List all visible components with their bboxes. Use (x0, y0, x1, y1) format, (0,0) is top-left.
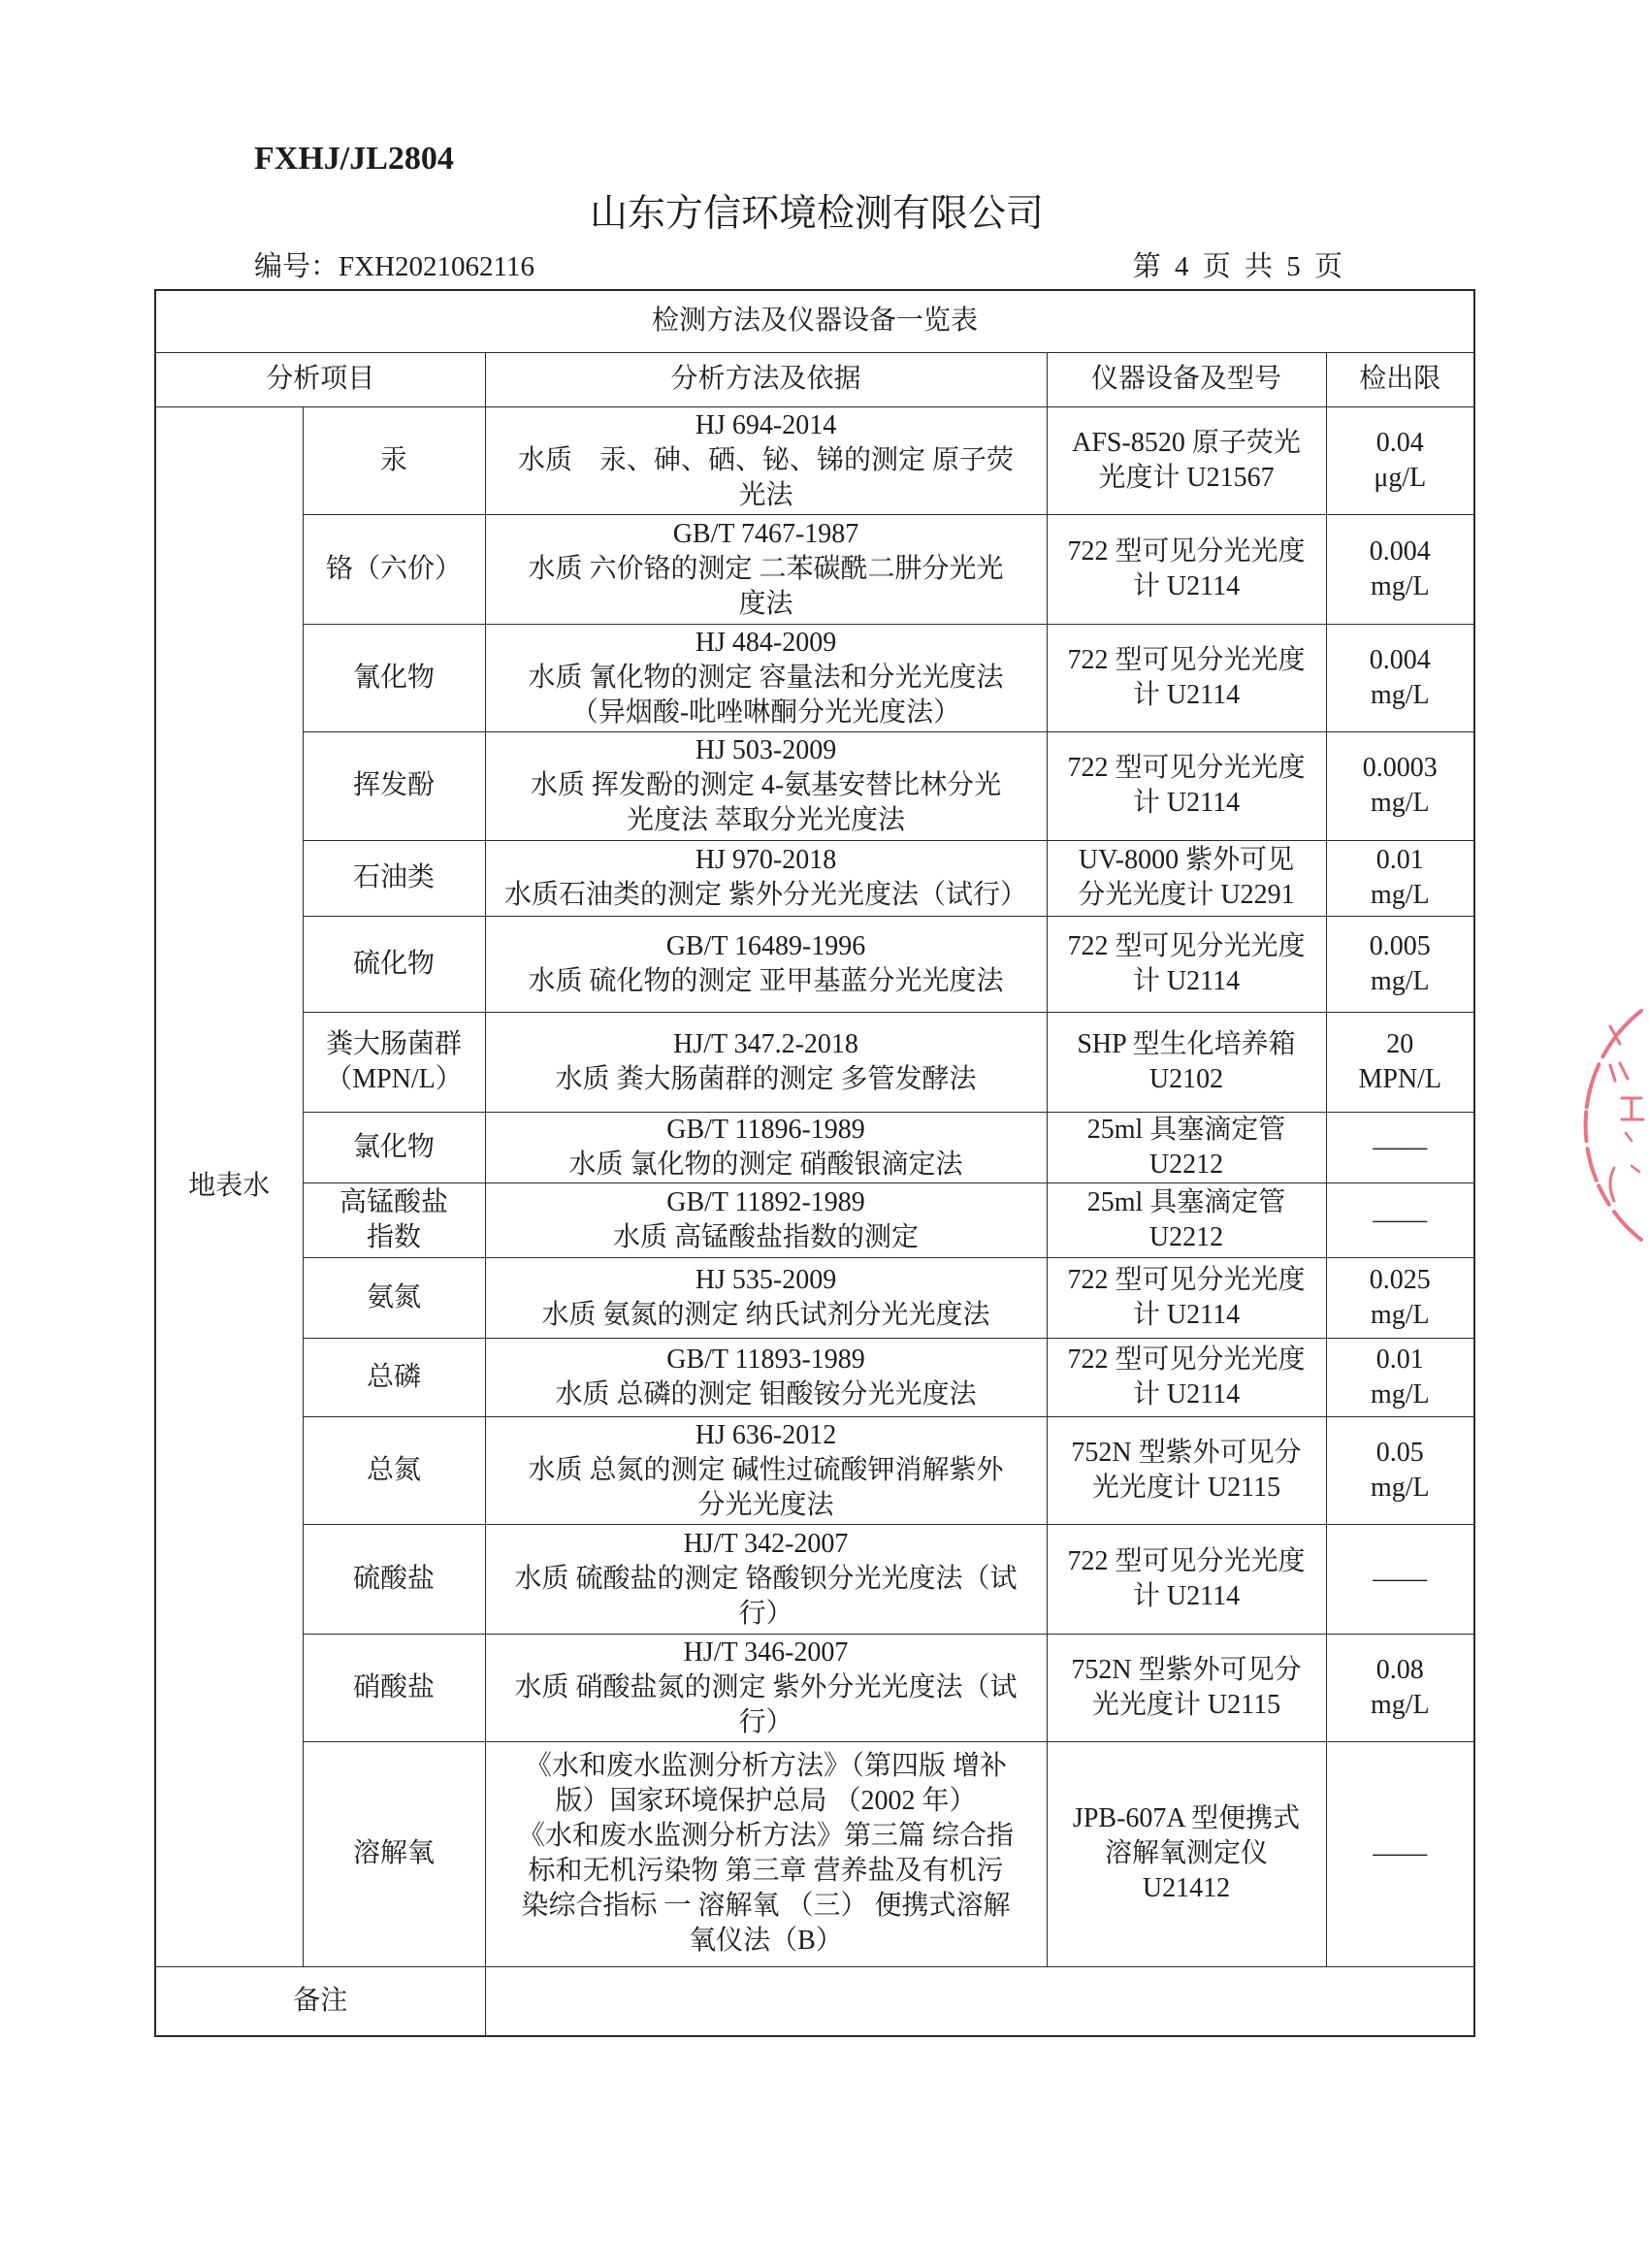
limit-line: mg/L (1370, 1299, 1430, 1330)
limit-line: mg/L (1370, 679, 1430, 710)
table-row (155, 624, 1474, 731)
seal-stamp-fragment (1581, 1005, 1649, 1247)
method-cell (485, 1634, 1047, 1741)
method-line: 光法 (738, 479, 793, 510)
instrument-line: AFS-8520 原子荧光 (1072, 427, 1301, 458)
method-cell (485, 514, 1047, 624)
instrument-line: 25ml 具塞滴定管 (1086, 1114, 1286, 1145)
limit-line: mg/L (1370, 965, 1430, 996)
limit-cell (1326, 731, 1474, 840)
limit-line: 0.005 (1369, 930, 1431, 961)
limit-cell (1326, 1112, 1474, 1183)
limit-line: mg/L (1370, 1378, 1430, 1409)
method-line: 水质 高锰酸盐指数的测定 (612, 1221, 919, 1252)
limit-line: mg/L (1370, 788, 1430, 818)
header-limit: 检出限 (1326, 352, 1474, 406)
instrument-cell (1047, 1741, 1326, 1966)
limit-line: 0.05 (1375, 1437, 1424, 1468)
instrument-line: UV-8000 紫外可见 (1078, 845, 1295, 875)
method-line: 水质 硫酸盐的测定 铬酸钡分光光度法（试 (514, 1563, 1018, 1594)
table-title-row (155, 290, 1474, 352)
method-line: 光度法 萃取分光光度法 (626, 805, 905, 835)
method-line: 标和无机污染物 第三章 营养盐及有机污 (528, 1856, 1004, 1886)
limit-line: MPN/L (1358, 1063, 1442, 1094)
method-line: 水质 汞、砷、硒、铋、锑的测定 原子荧 (517, 444, 1014, 475)
method-line: 水质 挥发酚的测定 4-氨基安替比林分光 (530, 770, 1002, 800)
item-cell (303, 1012, 485, 1112)
limit-line: mg/L (1370, 1689, 1430, 1720)
instrument-line: 722 型可见分光光度 (1067, 535, 1306, 567)
method-line: 染综合指标 一 溶解氧 （三） 便携式溶解 (521, 1891, 1011, 1921)
item-line: 总氮 (366, 1454, 421, 1485)
method-line: 水质 总磷的测定 钼酸铵分光光度法 (555, 1378, 977, 1409)
instrument-line: 722 型可见分光光度 (1067, 1545, 1306, 1576)
limit-line: —— (1373, 1131, 1428, 1162)
table-footer (155, 1966, 1474, 2036)
item-cell (303, 731, 485, 840)
item-line: 硫酸盐 (352, 1563, 435, 1594)
method-line: HJ 484-2009 (695, 627, 837, 658)
limit-line: 20 (1386, 1028, 1414, 1059)
instrument-line: 计 U2114 (1132, 570, 1241, 601)
item-line: 指数 (366, 1221, 421, 1252)
limit-cell (1326, 1524, 1474, 1634)
limit-line: mg/L (1370, 1472, 1430, 1503)
document-code: FXHJ/JL2804 (254, 141, 454, 177)
instrument-line: U2212 (1148, 1149, 1224, 1180)
table-body (155, 406, 1474, 1966)
instrument-line: 计 U2114 (1132, 1580, 1241, 1611)
table-row (155, 1112, 1474, 1183)
header-method: 分析方法及依据 (485, 352, 1047, 406)
instrument-line: 25ml 具塞滴定管 (1086, 1186, 1286, 1217)
table-title: 检测方法及仪器设备一览表 (155, 290, 1474, 352)
method-line: HJ/T 346-2007 (683, 1636, 849, 1668)
method-line: HJ 636-2012 (695, 1419, 837, 1450)
method-cell (485, 1338, 1047, 1416)
item-cell (303, 514, 485, 624)
instrument-cell (1047, 406, 1326, 514)
method-cell (485, 1416, 1047, 1524)
limit-line: mg/L (1370, 880, 1430, 910)
methods-instruments-table (154, 289, 1475, 2037)
method-line: GB/T 11892-1989 (666, 1186, 865, 1217)
item-line: 氨氮 (366, 1281, 421, 1312)
item-cell (303, 840, 485, 916)
method-line: 水质 氰化物的测定 容量法和分光光度法 (528, 662, 1004, 693)
instrument-line: 计 U2114 (1132, 788, 1241, 818)
table-row (155, 840, 1474, 916)
instrument-line: 溶解氧测定仪 (1104, 1838, 1268, 1868)
table-row (155, 1338, 1474, 1416)
method-line: 《水和废水监测分析方法》（第四版 增补 (524, 1751, 1007, 1781)
instrument-cell (1047, 731, 1326, 840)
method-line: 水质 六价铬的测定 二苯碳酰二肼分光光 (528, 553, 1004, 584)
limit-line: 0.0003 (1362, 753, 1438, 783)
instrument-line: U2212 (1148, 1221, 1224, 1252)
limit-cell (1326, 406, 1474, 514)
method-line: 度法 (738, 588, 793, 619)
instrument-cell (1047, 1012, 1326, 1112)
instrument-line: U2102 (1148, 1063, 1224, 1094)
instrument-cell (1047, 1183, 1326, 1257)
item-line: （MPN/L） (325, 1063, 463, 1094)
instrument-cell (1047, 1524, 1326, 1634)
limit-line: 0.004 (1369, 535, 1431, 567)
instrument-line: 722 型可见分光光度 (1067, 1264, 1306, 1295)
instrument-line: 光度计 U21567 (1098, 462, 1275, 493)
header-item: 分析项目 (155, 352, 485, 406)
table-row (155, 406, 1474, 514)
instrument-line: 分光光度计 U2291 (1078, 880, 1295, 910)
method-cell (485, 406, 1047, 514)
item-cell (303, 1524, 485, 1634)
instrument-cell (1047, 1634, 1326, 1741)
table-row (155, 1634, 1474, 1741)
limit-cell (1326, 1634, 1474, 1741)
method-cell (485, 1112, 1047, 1183)
item-line: 石油类 (352, 862, 435, 892)
item-line: 溶解氧 (352, 1838, 435, 1868)
instrument-line: 752N 型紫外可见分 (1071, 1437, 1302, 1468)
instrument-cell (1047, 1416, 1326, 1524)
limit-line: 0.004 (1369, 644, 1431, 675)
table-row (155, 1257, 1474, 1338)
method-cell (485, 624, 1047, 731)
method-line: 水质 硫化物的测定 亚甲基蓝分光光度法 (528, 965, 1004, 996)
item-cell (303, 1416, 485, 1524)
method-line: 水质 氯化物的测定 硝酸银滴定法 (568, 1149, 963, 1180)
item-cell (303, 1338, 485, 1416)
method-cell (485, 731, 1047, 840)
table-row (155, 514, 1474, 624)
instrument-line: 722 型可见分光光度 (1067, 930, 1306, 961)
item-cell (303, 1741, 485, 1966)
item-line: 硫化物 (352, 948, 435, 979)
table-row (155, 731, 1474, 840)
method-cell (485, 1741, 1047, 1966)
instrument-line: SHP 型生化培养箱 (1077, 1028, 1296, 1059)
instrument-line: 722 型可见分光光度 (1067, 644, 1306, 675)
table-row (155, 916, 1474, 1012)
item-cell (303, 1634, 485, 1741)
limit-cell (1326, 1338, 1474, 1416)
method-cell (485, 1257, 1047, 1338)
remarks-cell (485, 1966, 1474, 2036)
limit-cell (1326, 1257, 1474, 1338)
instrument-cell (1047, 514, 1326, 624)
method-line: HJ 535-2009 (695, 1264, 837, 1295)
remarks-row (155, 1966, 1474, 2036)
limit-cell (1326, 1741, 1474, 1966)
instrument-line: JPB-607A 型便携式 (1072, 1803, 1301, 1833)
limit-cell (1326, 514, 1474, 624)
limit-cell (1326, 840, 1474, 916)
limit-line: 0.08 (1375, 1654, 1424, 1685)
instrument-cell (1047, 1112, 1326, 1183)
item-line: 汞 (379, 444, 407, 475)
instrument-cell (1047, 1257, 1326, 1338)
method-line: HJ 503-2009 (695, 735, 837, 765)
instrument-cell (1047, 840, 1326, 916)
header-instrument: 仪器设备及型号 (1047, 352, 1326, 406)
limit-cell (1326, 624, 1474, 731)
limit-line: 0.01 (1375, 1344, 1424, 1375)
method-cell (485, 1524, 1047, 1634)
method-line: 水质石油类的测定 紫外分光光度法（试行） (503, 880, 1027, 910)
method-cell (485, 1012, 1047, 1112)
method-line: 版）国家环境保护总局 （2002 年） (555, 1786, 977, 1816)
item-line: 挥发酚 (352, 770, 435, 800)
item-line: 铬（六价） (325, 553, 462, 584)
instrument-cell (1047, 1338, 1326, 1416)
item-line: 氰化物 (352, 662, 435, 693)
item-cell (303, 1257, 485, 1338)
method-line: HJ/T 342-2007 (683, 1528, 849, 1559)
method-line: 水质 总氮的测定 碱性过硫酸钾消解紫外 (528, 1454, 1004, 1485)
table-row (155, 1012, 1474, 1112)
report-number: 编号：FXH2021062116 (254, 251, 534, 282)
item-line: 硝酸盐 (352, 1671, 435, 1702)
limit-line: —— (1373, 1563, 1428, 1594)
method-line: 《水和废水监测分析方法》第三篇 综合指 (517, 1821, 1014, 1851)
method-line: GB/T 11896-1989 (666, 1114, 865, 1145)
limit-cell (1326, 1416, 1474, 1524)
method-line: GB/T 11893-1989 (666, 1344, 865, 1375)
method-line: 水质 粪大肠菌群的测定 多管发酵法 (555, 1063, 977, 1094)
method-line: 行） (738, 1598, 793, 1629)
item-line: 粪大肠菌群 (325, 1028, 462, 1059)
method-line: （异烟酸-吡唑啉酮分光光度法） (570, 697, 961, 728)
item-cell (303, 1183, 485, 1257)
method-line: GB/T 16489-1996 (665, 930, 866, 961)
item-line: 总磷 (366, 1361, 421, 1392)
method-cell (485, 916, 1047, 1012)
method-line: HJ 970-2018 (695, 845, 837, 875)
table-row (155, 1524, 1474, 1634)
item-line: 高锰酸盐 (339, 1186, 448, 1217)
instrument-line: 计 U2114 (1132, 1299, 1241, 1330)
instrument-line: 752N 型紫外可见分 (1071, 1654, 1302, 1685)
table-row (155, 1416, 1474, 1524)
limit-line: mg/L (1370, 570, 1430, 601)
item-cell (303, 406, 485, 514)
method-line: HJ 694-2014 (695, 409, 837, 440)
method-line: 水质 氨氮的测定 纳氏试剂分光光度法 (541, 1299, 990, 1330)
method-cell (485, 1183, 1047, 1257)
limit-line: 0.01 (1375, 845, 1424, 875)
table-row (155, 1183, 1474, 1257)
instrument-line: 光光度计 U2115 (1091, 1689, 1281, 1720)
instrument-cell (1047, 624, 1326, 731)
method-cell (485, 840, 1047, 916)
item-cell (303, 916, 485, 1012)
method-line: HJ/T 347.2-2018 (673, 1028, 858, 1059)
instrument-line: 计 U2114 (1132, 965, 1241, 996)
remarks-label: 备注 (155, 1966, 485, 2036)
instrument-line: 722 型可见分光光度 (1067, 753, 1306, 783)
method-line: 分光光度法 (697, 1489, 834, 1520)
instrument-line: U21412 (1142, 1873, 1231, 1903)
item-line: 氯化物 (352, 1131, 435, 1162)
method-line: 氧仪法（B） (689, 1926, 843, 1956)
sample-category-cell: 地表水 (155, 406, 303, 1966)
table-header-row (155, 352, 1474, 406)
limit-line: —— (1373, 1204, 1428, 1235)
table-row (155, 1741, 1474, 1966)
method-line: GB/T 7467-1987 (672, 518, 859, 549)
limit-cell (1326, 1012, 1474, 1112)
limit-line: —— (1373, 1838, 1428, 1868)
limit-cell (1326, 1183, 1474, 1257)
instrument-line: 722 型可见分光光度 (1067, 1344, 1306, 1375)
method-line: 行） (738, 1706, 793, 1737)
limit-line: 0.025 (1369, 1264, 1431, 1295)
item-cell (303, 624, 485, 731)
company-name: 山东方信环境检测有限公司 (589, 193, 1044, 235)
limit-line: μg/L (1374, 462, 1427, 493)
instrument-line: 计 U2114 (1132, 679, 1241, 710)
instrument-line: 计 U2114 (1132, 1378, 1241, 1409)
method-line: 水质 硝酸盐氮的测定 紫外分光光度法（试 (514, 1671, 1018, 1702)
instrument-cell (1047, 916, 1326, 1012)
limit-cell (1326, 916, 1474, 1012)
item-cell (303, 1112, 485, 1183)
limit-line: 0.04 (1375, 427, 1424, 458)
instrument-line: 光光度计 U2115 (1091, 1472, 1281, 1503)
page-indicator: 第 4 页 共 5 页 (1132, 251, 1342, 282)
